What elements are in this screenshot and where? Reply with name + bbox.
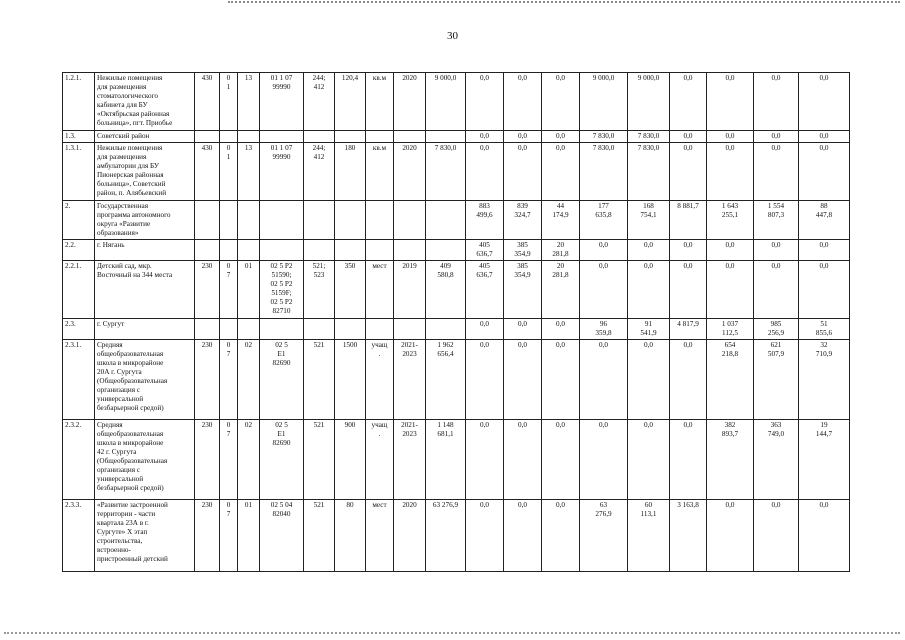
value-cell: 0,0	[799, 143, 850, 201]
value-cell: 1 148 681,1	[426, 420, 466, 500]
value-cell: 0,0	[799, 261, 850, 319]
value-cell: 7 830,0	[426, 143, 466, 201]
value-cell	[366, 201, 394, 240]
value-cell: 621 507,9	[754, 340, 799, 420]
value-cell: 0,0	[504, 319, 542, 340]
value-cell: 0,0	[754, 73, 799, 131]
value-cell	[260, 319, 304, 340]
value-cell: учащ .	[366, 340, 394, 420]
value-cell: мест	[366, 500, 394, 572]
row-number-cell: 1.3.	[63, 131, 95, 143]
value-cell: 0,0	[466, 420, 504, 500]
value-cell: 0,0	[542, 73, 580, 131]
value-cell	[238, 240, 260, 261]
value-cell: 2020	[394, 500, 426, 572]
value-cell: 0,0	[670, 261, 707, 319]
value-cell	[260, 131, 304, 143]
value-cell: 0,0	[580, 261, 628, 319]
table-body	[63, 73, 850, 572]
table-row	[63, 420, 850, 500]
value-cell: 96 359,8	[580, 319, 628, 340]
value-cell: 985 256,9	[754, 319, 799, 340]
value-cell: 0,0	[707, 500, 754, 572]
value-cell	[304, 240, 335, 261]
object-name-cell: Государственная программа автономного округа «Развитие образования»	[95, 201, 195, 240]
value-cell: 8 881,7	[670, 201, 707, 240]
value-cell: 2020	[394, 73, 426, 131]
value-cell: 51 855,6	[799, 319, 850, 340]
value-cell	[366, 131, 394, 143]
value-cell: 0 7	[220, 420, 238, 500]
value-cell: 0,0	[542, 500, 580, 572]
value-cell: 0,0	[754, 240, 799, 261]
value-cell: 382 893,7	[707, 420, 754, 500]
value-cell: 0,0	[504, 500, 542, 572]
value-cell	[195, 240, 220, 261]
object-name-cell: Средняя общеобразовательная школа в микрорайоне 20А г. Сургута (Общеобразовательная организация с универсальной безбарьерной средой)	[95, 340, 195, 420]
value-cell: 177 635,8	[580, 201, 628, 240]
value-cell	[335, 319, 366, 340]
value-cell: 0,0	[504, 340, 542, 420]
object-name-cell: г. Сургут	[95, 319, 195, 340]
row-number-cell: 2.	[63, 201, 95, 240]
value-cell: 405 636,7	[466, 240, 504, 261]
value-cell	[220, 319, 238, 340]
value-cell	[220, 131, 238, 143]
object-name-cell: Средняя общеобразовательная школа в микрорайоне 42 г. Сургута (Общеобразовательная организация с универсальной безбарьерной средой)	[95, 420, 195, 500]
value-cell: 230	[195, 261, 220, 319]
value-cell: 0,0	[628, 340, 670, 420]
value-cell	[335, 201, 366, 240]
value-cell: 0,0	[466, 319, 504, 340]
value-cell: 385 354,9	[504, 240, 542, 261]
table-row	[63, 131, 850, 143]
value-cell: 88 447,8	[799, 201, 850, 240]
value-cell: 7 830,0	[580, 131, 628, 143]
table-row	[63, 143, 850, 201]
value-cell	[394, 131, 426, 143]
value-cell: 01 1 07 99990	[260, 73, 304, 131]
value-cell: 0,0	[707, 240, 754, 261]
value-cell	[394, 201, 426, 240]
object-name-cell: Нежилые помещения для размещения стоматологического кабинета для БУ «Октябрьская районная больница», пгт. Приобье	[95, 73, 195, 131]
row-number-cell: 1.3.1.	[63, 143, 95, 201]
value-cell	[366, 319, 394, 340]
value-cell: 3 163,8	[670, 500, 707, 572]
value-cell	[426, 319, 466, 340]
value-cell: 0,0	[580, 240, 628, 261]
value-cell: 01 1 07 99990	[260, 143, 304, 201]
value-cell: 0,0	[628, 240, 670, 261]
value-cell: 521; 523	[304, 261, 335, 319]
value-cell: 19 144,7	[799, 420, 850, 500]
value-cell: 430	[195, 143, 220, 201]
value-cell: 0,0	[754, 143, 799, 201]
value-cell: 0,0	[504, 420, 542, 500]
row-number-cell: 2.3.2.	[63, 420, 95, 500]
value-cell: 0,0	[670, 131, 707, 143]
row-number-cell: 2.2.1.	[63, 261, 95, 319]
value-cell	[220, 201, 238, 240]
value-cell: 521	[304, 340, 335, 420]
value-cell: 839 324,7	[504, 201, 542, 240]
row-number-cell: 2.3.	[63, 319, 95, 340]
value-cell: 900	[335, 420, 366, 500]
value-cell: 0,0	[466, 73, 504, 131]
value-cell: мест	[366, 261, 394, 319]
value-cell: 244; 412	[304, 143, 335, 201]
object-name-cell: Советский район	[95, 131, 195, 143]
value-cell: 409 580,8	[426, 261, 466, 319]
value-cell: 521	[304, 420, 335, 500]
value-cell: 230	[195, 500, 220, 572]
value-cell: 0,0	[799, 500, 850, 572]
value-cell: 0,0	[799, 240, 850, 261]
value-cell	[304, 131, 335, 143]
value-cell: 9 000,0	[628, 73, 670, 131]
value-cell: 0,0	[707, 143, 754, 201]
value-cell: 168 754,1	[628, 201, 670, 240]
value-cell: 385 354,9	[504, 261, 542, 319]
row-number-cell: 1.2.1.	[63, 73, 95, 131]
value-cell: 91 541,9	[628, 319, 670, 340]
value-cell: 0,0	[670, 420, 707, 500]
value-cell: 0,0	[542, 340, 580, 420]
value-cell: 60 113,1	[628, 500, 670, 572]
value-cell: 1 554 807,3	[754, 201, 799, 240]
investment-table	[62, 72, 850, 572]
value-cell: 2020	[394, 143, 426, 201]
value-cell: 0,0	[542, 143, 580, 201]
value-cell: 654 218,8	[707, 340, 754, 420]
value-cell: 230	[195, 420, 220, 500]
value-cell: 0,0	[670, 73, 707, 131]
value-cell: 7 830,0	[628, 131, 670, 143]
value-cell: 363 749,0	[754, 420, 799, 500]
value-cell: 0,0	[754, 261, 799, 319]
table-row	[63, 500, 850, 572]
value-cell: 230	[195, 340, 220, 420]
value-cell	[426, 201, 466, 240]
value-cell: кв.м	[366, 143, 394, 201]
value-cell: 0,0	[670, 240, 707, 261]
value-cell: 405 636,7	[466, 261, 504, 319]
value-cell	[304, 201, 335, 240]
value-cell: 0,0	[542, 420, 580, 500]
value-cell: 0,0	[466, 131, 504, 143]
value-cell	[304, 319, 335, 340]
value-cell: 0 1	[220, 143, 238, 201]
value-cell: 2021- 2023	[394, 340, 426, 420]
value-cell: 0,0	[542, 131, 580, 143]
value-cell: 0,0	[628, 420, 670, 500]
table-row	[63, 240, 850, 261]
value-cell: 0,0	[628, 261, 670, 319]
value-cell: 0,0	[466, 143, 504, 201]
value-cell: 0,0	[707, 261, 754, 319]
object-name-cell: г. Нягань	[95, 240, 195, 261]
value-cell: 0,0	[466, 500, 504, 572]
value-cell: 0 1	[220, 73, 238, 131]
value-cell: 0 7	[220, 261, 238, 319]
row-number-cell: 2.2.	[63, 240, 95, 261]
value-cell: 350	[335, 261, 366, 319]
value-cell	[394, 319, 426, 340]
value-cell: 02 5 P2 51590; 02 5 P2 5159F; 02 5 P2 82710	[260, 261, 304, 319]
table-row	[63, 73, 850, 131]
value-cell	[426, 240, 466, 261]
value-cell: 0,0	[670, 143, 707, 201]
value-cell	[238, 319, 260, 340]
value-cell: 1 037 112,5	[707, 319, 754, 340]
value-cell: 120,4	[335, 73, 366, 131]
value-cell	[238, 131, 260, 143]
value-cell: 80	[335, 500, 366, 572]
value-cell: 0 7	[220, 500, 238, 572]
value-cell: 883 499,6	[466, 201, 504, 240]
value-cell: 0,0	[799, 131, 850, 143]
value-cell	[195, 201, 220, 240]
value-cell: 2021- 2023	[394, 420, 426, 500]
value-cell: 0,0	[754, 500, 799, 572]
value-cell: 32 710,9	[799, 340, 850, 420]
value-cell: 0,0	[670, 340, 707, 420]
value-cell: 0,0	[580, 340, 628, 420]
table-row	[63, 319, 850, 340]
value-cell	[426, 131, 466, 143]
value-cell: 63 276,9	[426, 500, 466, 572]
object-name-cell: «Развитие застроенной территории - части квартала 23А в г. Сургуте» X этап строительства, встроенно- пристроенный детский	[95, 500, 195, 572]
value-cell	[366, 240, 394, 261]
value-cell: 0,0	[799, 73, 850, 131]
value-cell: 180	[335, 143, 366, 201]
value-cell: 0,0	[707, 131, 754, 143]
value-cell: 430	[195, 73, 220, 131]
value-cell: 02	[238, 420, 260, 500]
value-cell: 02 5 E1 82690	[260, 420, 304, 500]
value-cell: 0,0	[542, 319, 580, 340]
value-cell: 0,0	[754, 131, 799, 143]
value-cell: 0 7	[220, 340, 238, 420]
value-cell	[260, 201, 304, 240]
value-cell: 20 281,8	[542, 240, 580, 261]
table-row	[63, 201, 850, 240]
value-cell	[220, 240, 238, 261]
value-cell: 1500	[335, 340, 366, 420]
value-cell: 0,0	[580, 420, 628, 500]
value-cell: 7 830,0	[628, 143, 670, 201]
value-cell: 2019	[394, 261, 426, 319]
value-cell: 0,0	[504, 131, 542, 143]
value-cell	[260, 240, 304, 261]
value-cell	[335, 131, 366, 143]
value-cell: 13	[238, 73, 260, 131]
value-cell: 1 643 255,1	[707, 201, 754, 240]
value-cell: 521	[304, 500, 335, 572]
value-cell: 0,0	[707, 73, 754, 131]
value-cell: 13	[238, 143, 260, 201]
value-cell: 02	[238, 340, 260, 420]
value-cell	[335, 240, 366, 261]
row-number-cell: 2.3.3.	[63, 500, 95, 572]
scan-top-edge	[228, 1, 900, 3]
value-cell: учащ .	[366, 420, 394, 500]
value-cell	[238, 201, 260, 240]
value-cell: 4 817,9	[670, 319, 707, 340]
value-cell: 9 000,0	[580, 73, 628, 131]
value-cell: 7 830,0	[580, 143, 628, 201]
value-cell	[195, 131, 220, 143]
table-row	[63, 261, 850, 319]
value-cell: 244; 412	[304, 73, 335, 131]
value-cell: 0,0	[504, 143, 542, 201]
scan-bottom-edge	[4, 632, 900, 634]
page-number: 30	[447, 30, 458, 42]
table-row	[63, 340, 850, 420]
object-name-cell: Детский сад, мкр. Восточный на 344 места	[95, 261, 195, 319]
object-name-cell: Нежилые помещения для размещения амбулатории для БУ Пионерская районная больница», Советский район, п. Алябьевский	[95, 143, 195, 201]
value-cell: 1 962 656,4	[426, 340, 466, 420]
value-cell: 44 174,9	[542, 201, 580, 240]
value-cell: 20 281,8	[542, 261, 580, 319]
value-cell	[195, 319, 220, 340]
value-cell: 9 000,0	[426, 73, 466, 131]
value-cell: 01	[238, 261, 260, 319]
value-cell: 02 5 E1 82690	[260, 340, 304, 420]
value-cell: 0,0	[466, 340, 504, 420]
value-cell: 01	[238, 500, 260, 572]
row-number-cell: 2.3.1.	[63, 340, 95, 420]
value-cell	[394, 240, 426, 261]
value-cell: 02 5 04 82040	[260, 500, 304, 572]
value-cell: кв.м	[366, 73, 394, 131]
value-cell: 0,0	[504, 73, 542, 131]
value-cell: 63 276,9	[580, 500, 628, 572]
